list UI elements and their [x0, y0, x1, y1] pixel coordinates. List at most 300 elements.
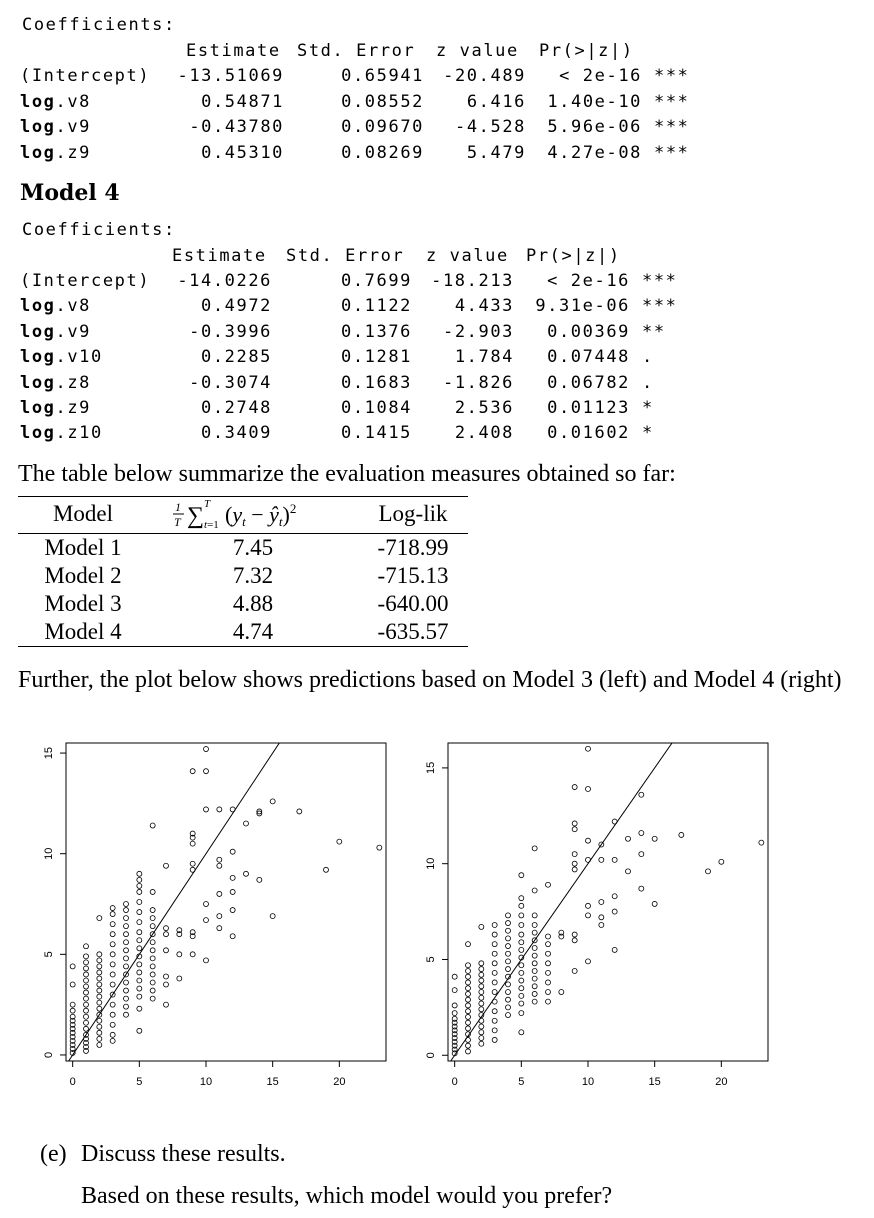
data-point: [204, 902, 209, 907]
data-point: [217, 914, 222, 919]
data-point: [612, 894, 617, 899]
data-point: [519, 947, 524, 952]
coef-z-value: -18.213: [431, 271, 514, 291]
data-point: [586, 786, 591, 791]
data-point: [70, 1002, 75, 1007]
data-point: [639, 792, 644, 797]
log-prefix: log: [20, 117, 56, 137]
data-point: [84, 944, 89, 949]
data-point: [479, 1024, 484, 1029]
log-prefix: log: [20, 347, 56, 368]
data-point: [599, 922, 604, 927]
coef-row-name: [20, 117, 91, 137]
data-point: [466, 991, 471, 996]
question-text: Discuss these results.: [81, 1141, 286, 1167]
variable-name: .v9: [55, 321, 92, 342]
data-point: [479, 1001, 484, 1006]
data-point: [150, 980, 155, 985]
data-point: [572, 968, 577, 973]
data-point: [124, 940, 129, 945]
data-point: [546, 934, 551, 939]
coef-estimate: 0.45310: [201, 142, 284, 163]
data-point: [297, 809, 302, 814]
data-point: [70, 1008, 75, 1013]
data-point: [519, 913, 524, 918]
x-tick-label: 20: [333, 1076, 346, 1088]
data-point: [519, 873, 524, 878]
data-point: [466, 1026, 471, 1031]
data-point: [466, 974, 471, 979]
x-tick-label: 15: [266, 1076, 279, 1088]
data-point: [586, 959, 591, 964]
coef-z-value: -4.528: [454, 117, 526, 137]
data-point: [452, 1016, 457, 1021]
data-point: [97, 970, 102, 975]
data-point: [586, 838, 591, 843]
data-point: [97, 1000, 102, 1005]
coef-estimate: -0.3074: [189, 372, 272, 393]
data-point: [190, 841, 195, 846]
data-point: [586, 903, 591, 908]
summary-row: [18, 590, 468, 618]
log-prefix: log: [20, 372, 56, 393]
svg-text:t=1: t=1: [204, 519, 219, 529]
svg-text:∑: ∑: [187, 503, 205, 529]
data-point: [719, 859, 724, 864]
data-point: [84, 996, 89, 1001]
header-p-value: Pr(>|z|): [526, 246, 621, 266]
variable-name: (Intercept): [20, 271, 151, 291]
data-point: [586, 857, 591, 862]
data-point: [124, 980, 129, 985]
significance-stars: ***: [654, 142, 690, 163]
data-point: [626, 869, 631, 874]
data-point: [97, 916, 102, 921]
significance-stars: ***: [654, 117, 690, 137]
variable-name: .z8: [55, 372, 92, 393]
data-point: [110, 1032, 115, 1037]
summary-row: [18, 618, 468, 647]
coef-estimate: -14.0226: [177, 271, 272, 291]
variable-name: .v10: [55, 347, 103, 368]
data-point: [519, 1030, 524, 1035]
data-point: [479, 995, 484, 1000]
data-point: [244, 871, 249, 876]
data-point: [466, 968, 471, 973]
y-tick-label: 10: [43, 847, 55, 860]
data-point: [492, 970, 497, 975]
data-point: [84, 1020, 89, 1025]
data-point: [190, 867, 195, 872]
coef-p-value: < 2e-16: [547, 271, 630, 291]
y-tick-label: 0: [425, 1052, 437, 1059]
variable-name: .z9: [55, 398, 92, 418]
data-point: [519, 978, 524, 983]
header-std-error: Std. Error: [297, 41, 416, 61]
svg-text:1: 1: [175, 500, 181, 514]
x-tick-label: 0: [69, 1076, 76, 1088]
data-point: [506, 967, 511, 972]
coef-row-name: [20, 347, 103, 367]
data-point: [519, 896, 524, 901]
data-point: [532, 930, 537, 935]
data-point: [492, 951, 497, 956]
svg-text:T: T: [174, 515, 181, 529]
data-point: [706, 869, 711, 874]
data-point: [479, 1036, 484, 1041]
data-point: [137, 978, 142, 983]
data-point: [759, 840, 764, 845]
data-point: [110, 942, 115, 947]
data-point: [124, 1004, 129, 1009]
mse-value: 7.32: [232, 563, 274, 588]
data-point: [546, 882, 551, 887]
data-point: [204, 958, 209, 963]
coef-z-value: 1.784: [454, 347, 514, 368]
data-point: [204, 747, 209, 752]
significance-stars: ***: [654, 91, 690, 112]
summary-row: [18, 562, 468, 590]
significance-stars: ***: [654, 66, 690, 86]
coef-estimate: -13.51069: [177, 66, 284, 86]
data-point: [466, 1014, 471, 1019]
data-point: [137, 946, 142, 951]
data-point: [506, 990, 511, 995]
coef-p-value: 0.07448: [547, 347, 630, 368]
data-point: [519, 903, 524, 908]
data-point: [506, 959, 511, 964]
coef-title: Coefficients:: [22, 220, 176, 240]
data-point: [230, 807, 235, 812]
data-point: [586, 746, 591, 751]
data-point: [532, 991, 537, 996]
log-prefix: log: [20, 321, 56, 342]
data-point: [559, 990, 564, 995]
coef-std-error: 0.1122: [340, 296, 412, 317]
data-point: [479, 978, 484, 983]
data-point: [452, 1011, 457, 1016]
coef-std-error: 0.08552: [341, 91, 424, 112]
coef-p-value: 9.31e-06: [535, 296, 630, 317]
data-point: [466, 1049, 471, 1054]
data-point: [492, 1037, 497, 1042]
data-point: [612, 819, 617, 824]
data-point: [97, 952, 102, 957]
question-followup: Based on these results, which model would you prefer?: [81, 1183, 613, 1209]
data-point: [546, 961, 551, 966]
model-name: Model 3: [44, 591, 122, 616]
data-point: [84, 972, 89, 977]
data-point: [519, 1011, 524, 1016]
header-p-value: Pr(>|z|): [539, 41, 634, 61]
data-point: [70, 982, 75, 987]
data-point: [84, 966, 89, 971]
data-point: [479, 1007, 484, 1012]
data-point: [532, 999, 537, 1004]
data-point: [137, 871, 142, 876]
data-point: [599, 857, 604, 862]
data-point: [479, 1018, 484, 1023]
data-point: [466, 986, 471, 991]
data-point: [506, 997, 511, 1002]
header-estimate: Estimate: [172, 246, 267, 266]
coef-row-name: [20, 322, 91, 342]
data-point: [639, 831, 644, 836]
coef-row-name: [20, 373, 91, 393]
col-loglik: Log-lik: [358, 497, 468, 534]
data-point: [190, 861, 195, 866]
data-point: [626, 836, 631, 841]
data-point: [150, 948, 155, 953]
data-point: [324, 867, 329, 872]
header-std-error: Std. Error: [286, 246, 405, 266]
coef-z-value: 4.433: [454, 296, 514, 317]
data-point: [257, 877, 262, 882]
coef-p-value: 4.27e-08: [547, 142, 642, 163]
summary-row: [18, 534, 468, 563]
data-point: [97, 1036, 102, 1041]
coef-std-error: 0.08269: [341, 142, 424, 163]
plot-frame: [66, 743, 386, 1061]
data-point: [519, 1001, 524, 1006]
data-point: [612, 857, 617, 862]
data-point: [110, 1002, 115, 1007]
data-point: [190, 769, 195, 774]
data-point: [519, 963, 524, 968]
log-prefix: log: [20, 296, 56, 317]
coef-estimate: 0.54871: [201, 91, 284, 112]
question-label: (e): [40, 1141, 67, 1167]
data-point: [546, 970, 551, 975]
data-point: [137, 970, 142, 975]
data-point: [532, 888, 537, 893]
data-point: [110, 1022, 115, 1027]
data-point: [97, 976, 102, 981]
data-point: [137, 986, 142, 991]
data-point: [84, 960, 89, 965]
data-point: [84, 984, 89, 989]
data-point: [97, 1030, 102, 1035]
data-point: [506, 928, 511, 933]
svg-text:(yt − ŷt)2: (yt − ŷt)$^2$: [225, 501, 297, 529]
data-point: [492, 932, 497, 937]
model4-heading: Model 4: [20, 180, 120, 206]
coef-estimate: 0.2748: [200, 398, 272, 418]
significance-stars: .: [642, 372, 654, 393]
data-point: [230, 908, 235, 913]
data-point: [492, 1018, 497, 1023]
data-point: [150, 996, 155, 1001]
model-name: Model 2: [44, 563, 122, 588]
data-point: [137, 883, 142, 888]
y-tick-label: 0: [43, 1051, 55, 1059]
coef-row-name: [20, 271, 150, 291]
data-point: [97, 994, 102, 999]
data-point: [506, 1005, 511, 1010]
coef-p-value: 0.01123: [547, 398, 630, 418]
data-point: [124, 916, 129, 921]
coef-p-value: 1.40e-10: [547, 91, 642, 112]
coef-std-error: 0.1415: [340, 423, 412, 444]
data-point: [270, 799, 275, 804]
data-point: [137, 994, 142, 999]
data-point: [337, 839, 342, 844]
data-point: [532, 984, 537, 989]
data-point: [84, 954, 89, 959]
significance-stars: .: [642, 347, 654, 368]
data-point: [110, 1012, 115, 1017]
data-point: [110, 922, 115, 927]
model3-prediction-plot: [20, 735, 400, 1100]
data-point: [479, 924, 484, 929]
data-point: [70, 964, 75, 969]
loglik-value: -718.99: [377, 535, 449, 560]
y-tick-label: 5: [43, 951, 55, 958]
col-model: Model: [18, 497, 148, 534]
data-point: [110, 962, 115, 967]
x-tick-label: 10: [581, 1076, 595, 1088]
data-point: [150, 940, 155, 945]
significance-stars: *: [642, 398, 654, 418]
model-name: Model 1: [44, 535, 122, 560]
data-point: [217, 807, 222, 812]
data-point: [137, 1006, 142, 1011]
data-point: [124, 908, 129, 913]
data-point: [177, 976, 182, 981]
data-point: [599, 900, 604, 905]
data-point: [466, 997, 471, 1002]
data-point: [519, 970, 524, 975]
coef-std-error: 0.1281: [340, 347, 412, 368]
data-point: [519, 932, 524, 937]
data-point: [572, 932, 577, 937]
data-point: [572, 867, 577, 872]
data-point: [479, 1030, 484, 1035]
data-point: [230, 889, 235, 894]
data-point: [164, 863, 169, 868]
data-point: [452, 974, 457, 979]
data-point: [532, 968, 537, 973]
coef-p-value: < 2e-16: [559, 66, 642, 86]
coef-row-name: [20, 296, 91, 316]
x-tick-label: 5: [518, 1076, 525, 1088]
data-point: [124, 948, 129, 953]
data-point: [479, 990, 484, 995]
data-point: [204, 769, 209, 774]
data-point: [479, 961, 484, 966]
x-tick-label: 10: [199, 1076, 213, 1088]
data-point: [137, 900, 142, 905]
data-point: [546, 980, 551, 985]
data-point: [84, 1014, 89, 1019]
loglik-value: -640.00: [377, 591, 449, 616]
coef-p-value: 5.96e-06: [547, 117, 642, 137]
data-point: [164, 926, 169, 931]
data-point: [110, 972, 115, 977]
reference-line: [69, 735, 400, 1061]
data-point: [479, 1041, 484, 1046]
data-point: [164, 948, 169, 953]
data-point: [124, 988, 129, 993]
coef-z-value: -1.826: [442, 372, 514, 393]
data-point: [572, 821, 577, 826]
data-point: [519, 993, 524, 998]
data-point: [546, 999, 551, 1004]
coef-p-value: 0.06782: [547, 372, 630, 393]
data-point: [150, 956, 155, 961]
data-point: [124, 932, 129, 937]
data-point: [452, 1003, 457, 1008]
coef-z-value: -2.903: [442, 321, 514, 342]
coef-std-error: 0.1683: [340, 372, 412, 393]
data-point: [586, 913, 591, 918]
data-point: [492, 961, 497, 966]
data-point: [652, 836, 657, 841]
data-point: [164, 1002, 169, 1007]
data-point: [110, 1038, 115, 1043]
data-point: [506, 982, 511, 987]
data-point: [217, 891, 222, 896]
loglik-value: -715.13: [377, 563, 449, 588]
data-point: [452, 988, 457, 993]
coef-p-value: 0.01602: [547, 423, 630, 444]
log-prefix: log: [20, 142, 56, 163]
coef-z-value: 2.536: [454, 398, 514, 418]
data-point: [97, 982, 102, 987]
coef-std-error: 0.7699: [340, 271, 412, 291]
data-point: [492, 942, 497, 947]
data-point: [137, 930, 142, 935]
y-tick-label: 10: [425, 857, 437, 870]
data-point: [532, 846, 537, 851]
log-prefix: log: [20, 398, 56, 418]
data-point: [84, 978, 89, 983]
data-point: [466, 963, 471, 968]
data-point: [124, 964, 129, 969]
data-point: [84, 990, 89, 995]
data-point: [97, 1024, 102, 1029]
data-point: [652, 901, 657, 906]
data-point: [97, 958, 102, 963]
data-point: [466, 942, 471, 947]
data-point: [137, 877, 142, 882]
data-point: [466, 980, 471, 985]
data-point: [532, 953, 537, 958]
data-point: [546, 990, 551, 995]
coef-estimate: -0.43780: [189, 117, 284, 137]
data-point: [177, 952, 182, 957]
data-point: [137, 889, 142, 894]
variable-name: .v8: [55, 296, 92, 317]
data-point: [479, 967, 484, 972]
data-point: [110, 952, 115, 957]
significance-stars: *: [642, 423, 654, 444]
x-tick-label: 0: [451, 1076, 458, 1088]
variable-name: .z9: [55, 142, 92, 163]
data-point: [466, 1020, 471, 1025]
svg-text:T: T: [204, 499, 211, 510]
data-point: [506, 1013, 511, 1018]
data-point: [164, 974, 169, 979]
evaluation-table: [18, 496, 468, 647]
significance-stars: **: [642, 321, 666, 342]
data-point: [230, 934, 235, 939]
data-point: [137, 920, 142, 925]
coef-row-name: [20, 92, 91, 112]
data-point: [190, 952, 195, 957]
header-z-value: z value: [426, 246, 509, 266]
model4-prediction-plot: [402, 735, 782, 1100]
